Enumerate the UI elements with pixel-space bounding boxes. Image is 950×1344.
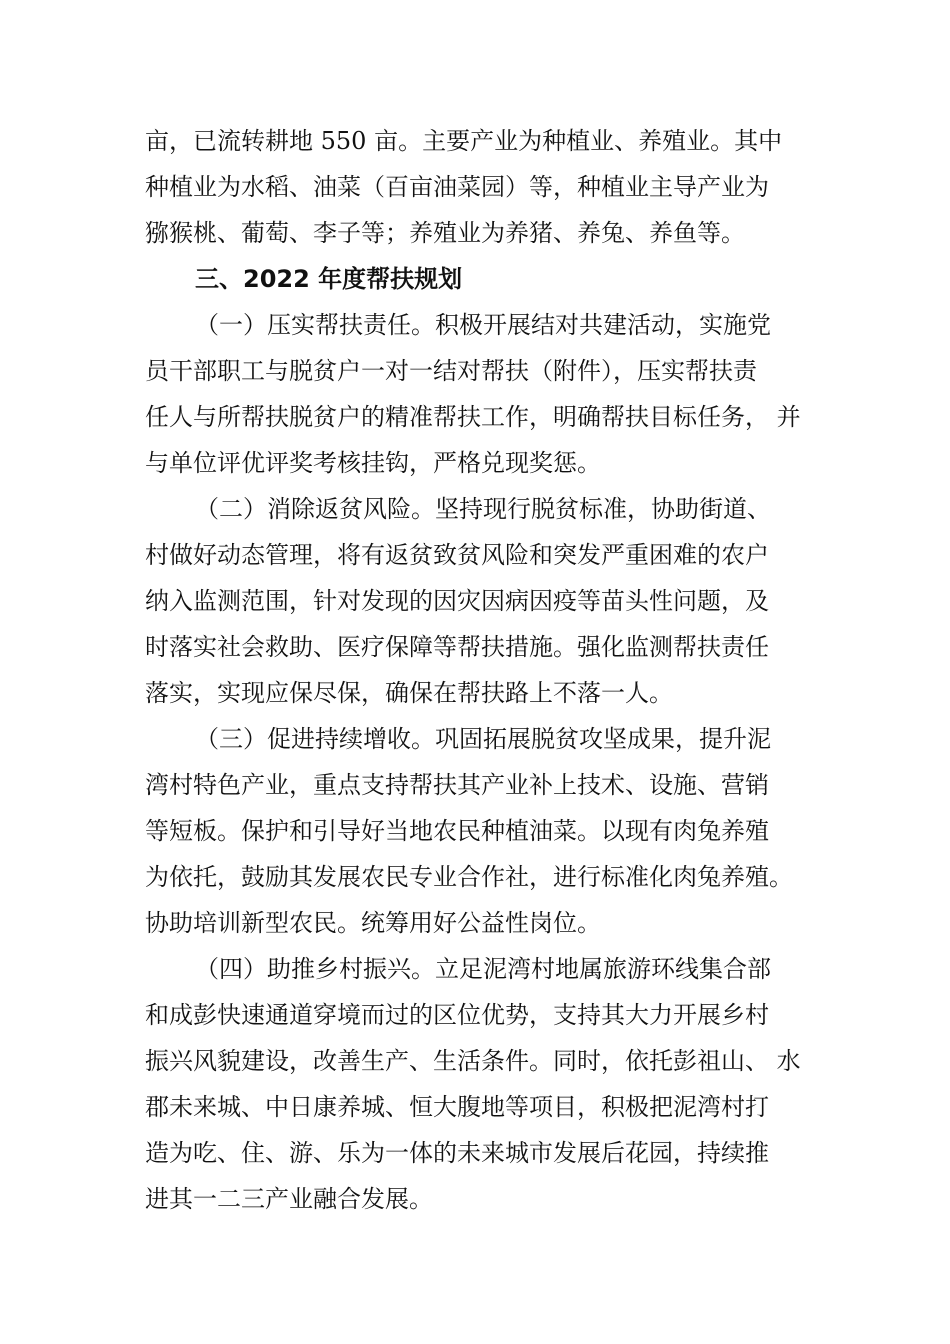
text-line: （三）促进持续增收。巩固拓展脱贫攻坚成果，提升泥: [195, 725, 771, 753]
text-line: 时落实社会救助、医疗保障等帮扶措施。强化监测帮扶责任: [145, 633, 769, 661]
text-line: 造为吃、住、游、乐为一体的未来城市发展后花园，持续推: [145, 1139, 769, 1167]
text-line: 为依托，鼓励其发展农民专业合作社，进行标准化肉兔养殖。: [145, 863, 793, 891]
text-line: 郡未来城、中日康养城、恒大腹地等项目，积极把泥湾村打: [145, 1093, 769, 1121]
text-line: 与单位评优评奖考核挂钩，严格兑现奖惩。: [145, 449, 601, 477]
paragraph-4: [145, 946, 815, 1222]
text-line: 猕猴桃、葡萄、李子等；养殖业为养猪、养兔、养鱼等。: [145, 219, 745, 247]
text-line: 纳入监测范围，针对发现的因灾因病因疫等苗头性问题，及: [145, 587, 769, 615]
paragraph-2: [145, 486, 815, 716]
paragraph-3: [145, 716, 815, 946]
text-line: 任人与所帮扶脱贫户的精准帮扶工作，明确帮扶目标任务， 并: [145, 403, 801, 431]
text-line: 亩，已流转耕地 550 亩。主要产业为种植业、养殖业。其中: [145, 127, 783, 155]
paragraph-1: [145, 302, 815, 486]
intro-paragraph: [145, 118, 815, 256]
section-heading: 三、2022 年度帮扶规划: [195, 265, 463, 293]
text-line: 进其一二三产业融合发展。: [145, 1185, 433, 1213]
text-line: 等短板。保护和引导好当地农民种植油菜。以现有肉兔养殖: [145, 817, 769, 845]
text-line: 员干部职工与脱贫户一对一结对帮扶（附件），压实帮扶责: [145, 357, 757, 385]
text-line: 湾村特色产业，重点支持帮扶其产业补上技术、设施、营销: [145, 771, 769, 799]
text-line: 落实，实现应保尽保，确保在帮扶路上不落一人。: [145, 679, 673, 707]
text-line: （二）消除返贫风险。坚持现行脱贫标准，协助街道、: [195, 495, 771, 523]
text-line: 和成彭快速通道穿境而过的区位优势，支持其大力开展乡村: [145, 1001, 769, 1029]
text-line: 振兴风貌建设，改善生产、生活条件。同时，依托彭祖山、 水: [145, 1047, 801, 1075]
text-line: 村做好动态管理，将有返贫致贫风险和突发严重困难的农户: [145, 541, 769, 569]
text-line: 种植业为水稻、油菜（百亩油菜园）等，种植业主导产业为: [145, 173, 769, 201]
text-line: （四）助推乡村振兴。立足泥湾村地属旅游环线集合部: [195, 955, 771, 983]
document-body: [145, 118, 815, 1222]
text-line: （一）压实帮扶责任。积极开展结对共建活动，实施党: [195, 311, 771, 339]
text-line: 协助培训新型农民。统筹用好公益性岗位。: [145, 909, 601, 937]
